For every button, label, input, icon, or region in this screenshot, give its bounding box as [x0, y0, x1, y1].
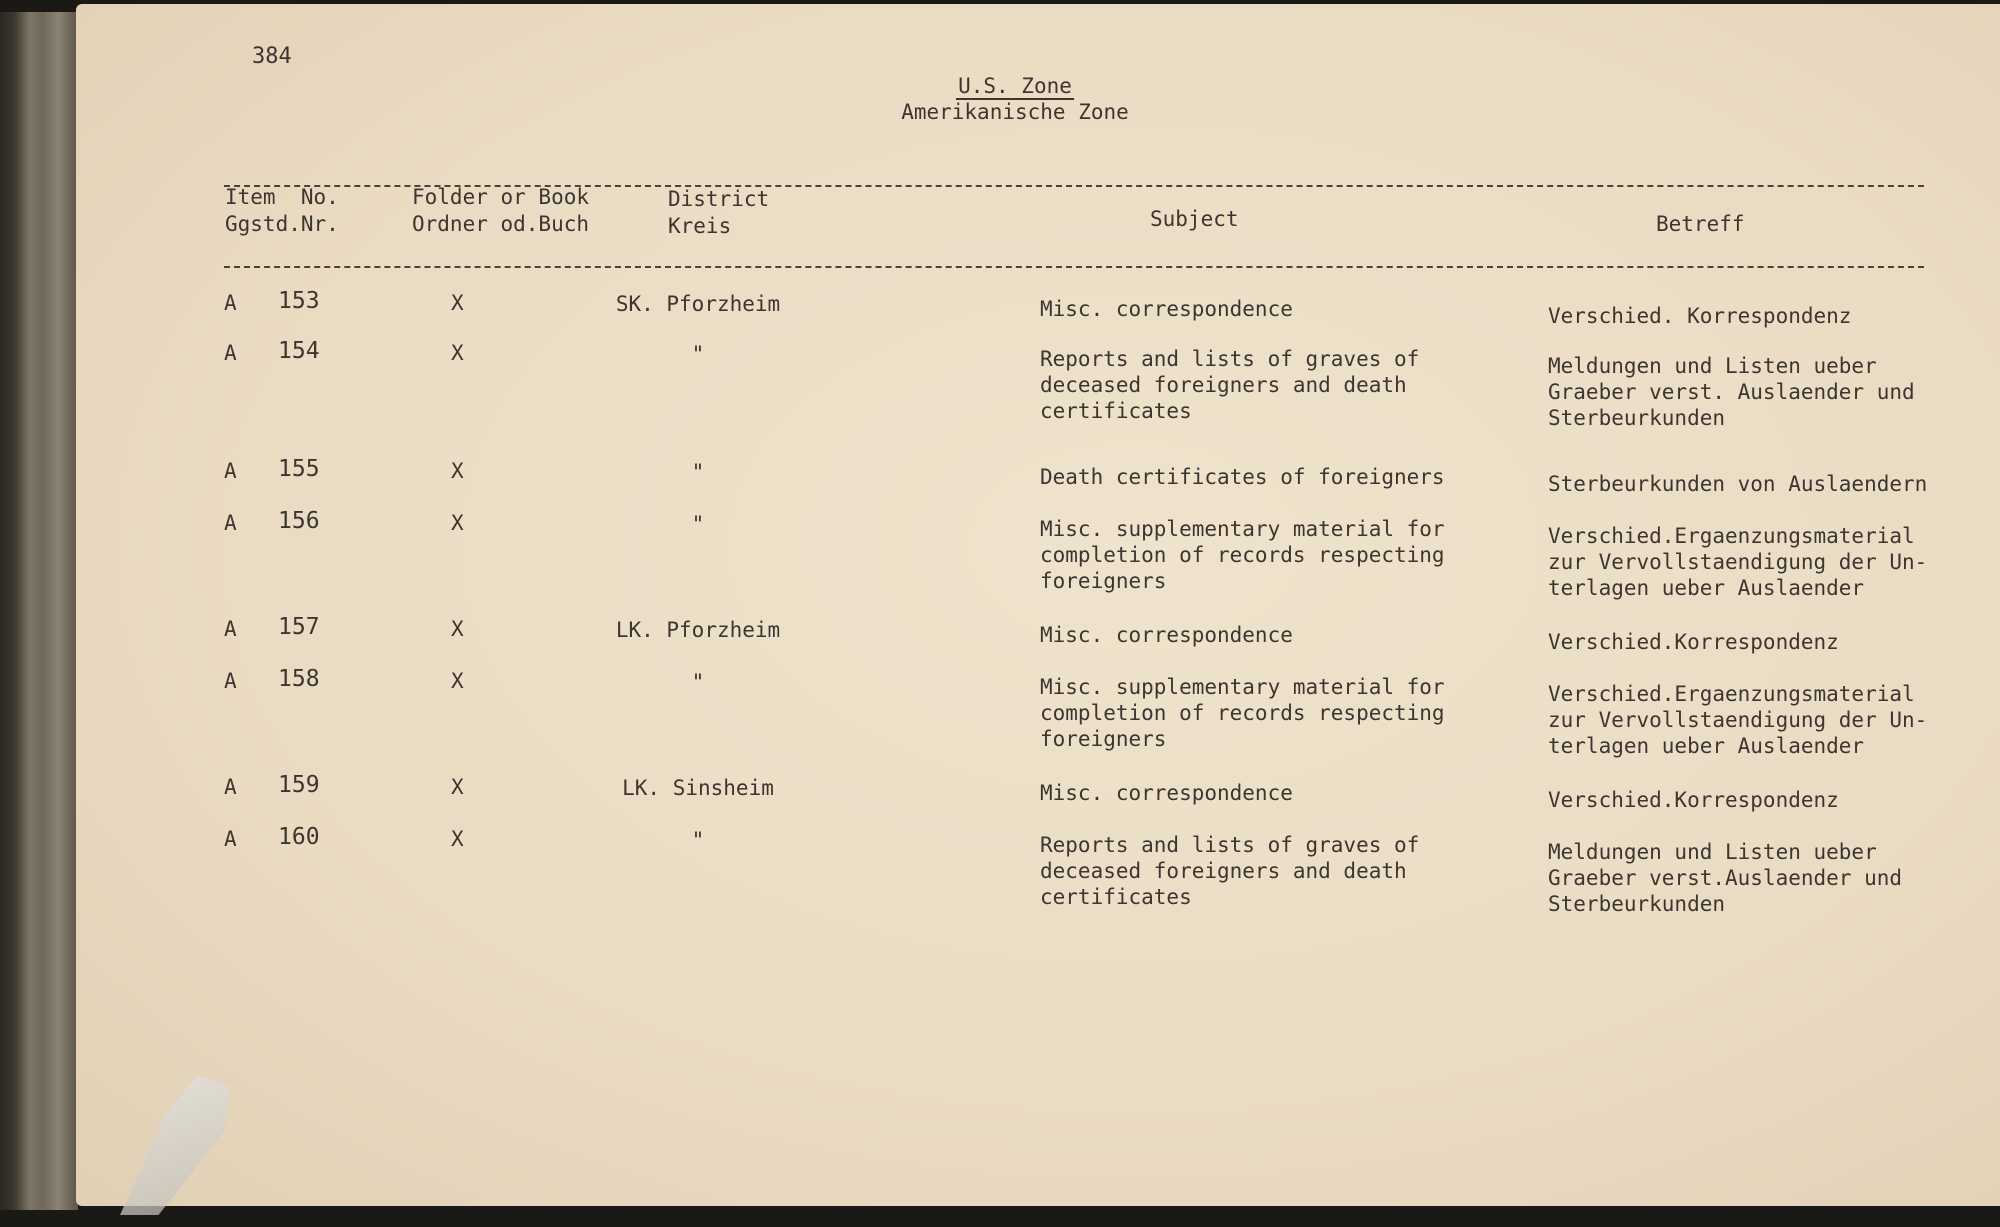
col-header-district: District Kreis: [668, 187, 770, 238]
row-letter: A: [224, 827, 237, 851]
row-district: ": [691, 460, 705, 484]
row-folder-mark: X: [451, 459, 464, 483]
row-subject: Reports and lists of graves of deceased foreigners and death certificates: [1040, 347, 1420, 423]
row-letter: A: [224, 669, 237, 693]
row-subject: Death certificates of foreigners: [1040, 465, 1445, 489]
row-district: SK. Pforzheim: [615, 292, 781, 316]
row-subject: Reports and lists of graves of deceased foreigners and death certificates: [1040, 833, 1420, 909]
row-district: ": [691, 828, 705, 852]
row-letter: A: [224, 617, 237, 641]
row-folder-mark: X: [451, 775, 464, 799]
row-letter: A: [224, 341, 237, 365]
row-district: LK. Pforzheim: [615, 618, 781, 642]
row-subject: Misc. supplementary material for completion of records respecting foreigners: [1040, 517, 1445, 593]
row-betreff: Verschied.Korrespondenz: [1548, 788, 1839, 812]
row-item-number: 159: [278, 772, 320, 798]
row-district: ": [691, 670, 705, 694]
zone-title: U.S. Zone: [958, 74, 1072, 98]
page-number: 384: [252, 44, 292, 69]
row-subject: Misc. correspondence: [1040, 623, 1293, 647]
row-subject: Misc. supplementary material for completion of records respecting foreigners: [1040, 675, 1445, 751]
row-betreff: Meldungen und Listen ueber Graeber verst. Auslaender und Sterbeurkunden: [1548, 354, 1915, 430]
row-betreff: Verschied. Korrespondenz: [1548, 304, 1852, 328]
row-item-number: 155: [278, 456, 320, 482]
row-folder-mark: X: [451, 341, 464, 365]
row-item-number: 156: [278, 508, 320, 534]
row-district: LK. Sinsheim: [622, 776, 774, 800]
row-folder-mark: X: [451, 669, 464, 693]
col-header-folder: Folder or Book Ordner od.Buch: [412, 185, 590, 236]
row-folder-mark: X: [451, 511, 464, 535]
row-item-number: 157: [278, 614, 320, 640]
row-district: ": [691, 342, 705, 366]
header-bottom-rule: [224, 266, 1924, 268]
row-folder-mark: X: [451, 291, 464, 315]
row-subject: Misc. correspondence: [1040, 297, 1293, 321]
book-spine-edge: [0, 12, 78, 1210]
col-header-subject: Subject: [1150, 207, 1239, 231]
row-letter: A: [224, 291, 237, 315]
row-item-number: 154: [278, 338, 320, 364]
col-header-betreff: Betreff: [1656, 212, 1745, 236]
row-district: ": [691, 512, 705, 536]
row-subject: Misc. correspondence: [1040, 781, 1293, 805]
row-item-number: 160: [278, 824, 320, 850]
row-letter: A: [224, 775, 237, 799]
row-item-number: 158: [278, 666, 320, 692]
row-betreff: Verschied.Ergaenzungsmaterial zur Vervollstaendigung der Un- terlagen ueber Auslaender: [1548, 524, 1928, 600]
row-letter: A: [224, 459, 237, 483]
row-item-number: 153: [278, 288, 320, 314]
row-betreff: Verschied.Ergaenzungsmaterial zur Vervollstaendigung der Un- terlagen ueber Auslaender: [1548, 682, 1928, 758]
col-header-item: Item No. Ggstd.Nr.: [225, 185, 339, 236]
row-folder-mark: X: [451, 827, 464, 851]
row-betreff: Meldungen und Listen ueber Graeber verst.Auslaender und Sterbeurkunden: [1548, 840, 1903, 916]
row-betreff: Sterbeurkunden von Auslaendern: [1548, 472, 1928, 496]
row-letter: A: [224, 511, 237, 535]
row-folder-mark: X: [451, 617, 464, 641]
zone-subtitle: Amerikanische Zone: [901, 100, 1129, 124]
row-betreff: Verschied.Korrespondenz: [1548, 630, 1839, 654]
